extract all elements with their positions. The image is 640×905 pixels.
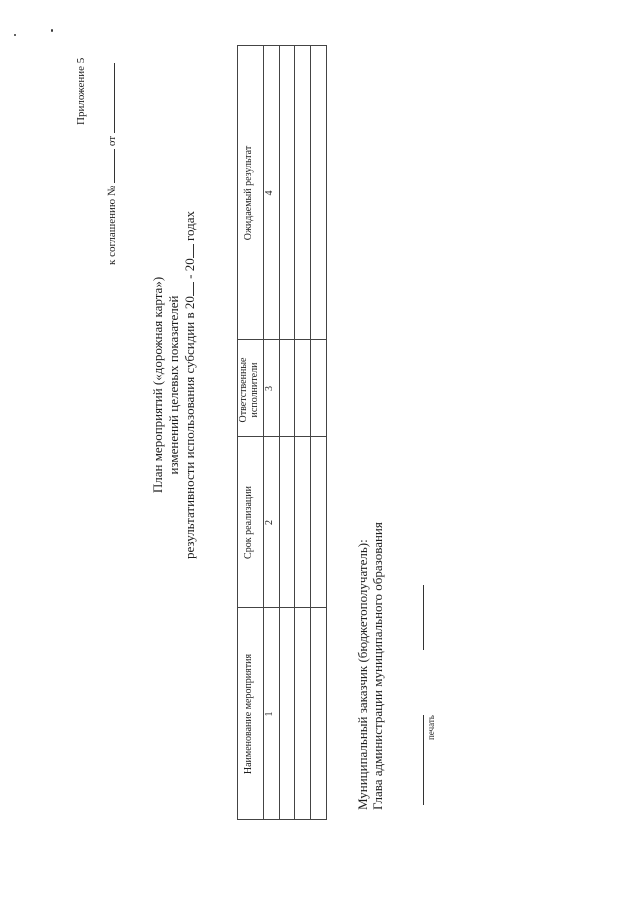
signature-name-line <box>423 585 424 650</box>
column-number-4: 4 <box>264 190 275 196</box>
header-expected-result: Ожидаемый результат <box>243 145 254 241</box>
agreement-reference <box>105 63 118 265</box>
title-line-1: План мероприятий («дорожная карта») <box>150 276 165 494</box>
agreement-date-blank <box>105 63 115 133</box>
roadmap-table <box>237 45 327 820</box>
customer-block <box>355 522 385 810</box>
title-line-3 <box>182 145 197 625</box>
appendix-label: Приложение 5 <box>75 57 87 125</box>
title-line-2: изменений целевых показателей <box>166 295 181 475</box>
table-row-line <box>310 45 311 820</box>
table-row-line <box>294 45 295 820</box>
agreement-from: от <box>106 135 118 147</box>
table-border-bottom <box>326 45 327 820</box>
year-blank-2 <box>183 244 194 258</box>
title-period-mid: - 20 <box>182 258 197 279</box>
table-row-line <box>279 45 280 820</box>
table-border-top <box>237 45 238 820</box>
header-implementation-period: Срок реализации <box>243 486 254 559</box>
header-responsible-text: Ответственные исполнители <box>238 357 260 423</box>
column-number-3: 3 <box>264 386 275 391</box>
signature-line <box>423 715 424 805</box>
column-number-2: 2 <box>264 520 275 525</box>
column-number-1: 1 <box>264 711 275 717</box>
customer-line-1: Муниципальный заказчик (бюджетополучатель): <box>355 539 370 810</box>
agreement-prefix: к соглашению № <box>106 185 118 265</box>
header-activity-name: Наименование мероприятия <box>243 653 254 775</box>
year-blank-1 <box>183 282 194 296</box>
title-period-start: результативности использования субсидии в 20 <box>182 296 197 560</box>
agreement-number-blank <box>105 149 115 183</box>
title-period-end: годах <box>182 210 197 241</box>
stamp-label: печать <box>426 715 436 740</box>
customer-line-2: Глава администрации муниципального образования <box>370 522 385 810</box>
